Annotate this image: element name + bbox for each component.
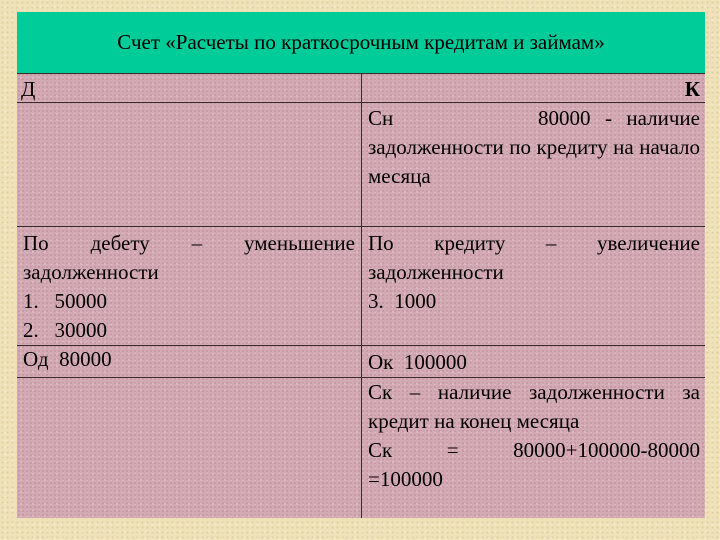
- credit-entry: 3. 1000: [368, 289, 437, 313]
- opening-balance-line1: Сн 80000 - наличие: [368, 106, 700, 130]
- debit-entry: 2. 30000: [23, 318, 107, 342]
- t-account-table: [17, 73, 705, 518]
- credit-turnover: [368, 229, 700, 316]
- column-divider: [361, 73, 362, 518]
- credit-header: К: [684, 77, 700, 101]
- closing-balance: [368, 378, 700, 494]
- closing-balance-definition: Ск – наличие задолженности за кредит на конец месяца: [368, 380, 700, 433]
- credit-turnover-total: Ок 100000: [368, 350, 467, 374]
- header-row-divider: [17, 102, 705, 103]
- credit-turnover-description: По кредиту – увеличение задолженности: [368, 231, 700, 284]
- debit-turnover-description: По дебету – уменьшение задолженности: [23, 231, 355, 284]
- table-top-rule: [17, 73, 705, 74]
- closing-balance-result: =100000: [368, 467, 443, 491]
- title-bar: [17, 12, 705, 73]
- debit-header: Д: [21, 77, 36, 101]
- debit-turnover-total: Од 80000: [23, 347, 112, 371]
- debit-turnover: [23, 229, 355, 374]
- opening-balance-divider: [17, 226, 705, 227]
- slide: [17, 12, 705, 518]
- closing-balance-formula: Ск = 80000+100000-80000: [368, 438, 700, 462]
- account-title: Счет «Расчеты по краткосрочным кредитам и займам»: [117, 30, 605, 54]
- opening-balance: [368, 104, 700, 191]
- debit-entry: 1. 50000: [23, 289, 107, 313]
- opening-balance-text: задолженности по кредиту на начало месяца: [368, 135, 700, 188]
